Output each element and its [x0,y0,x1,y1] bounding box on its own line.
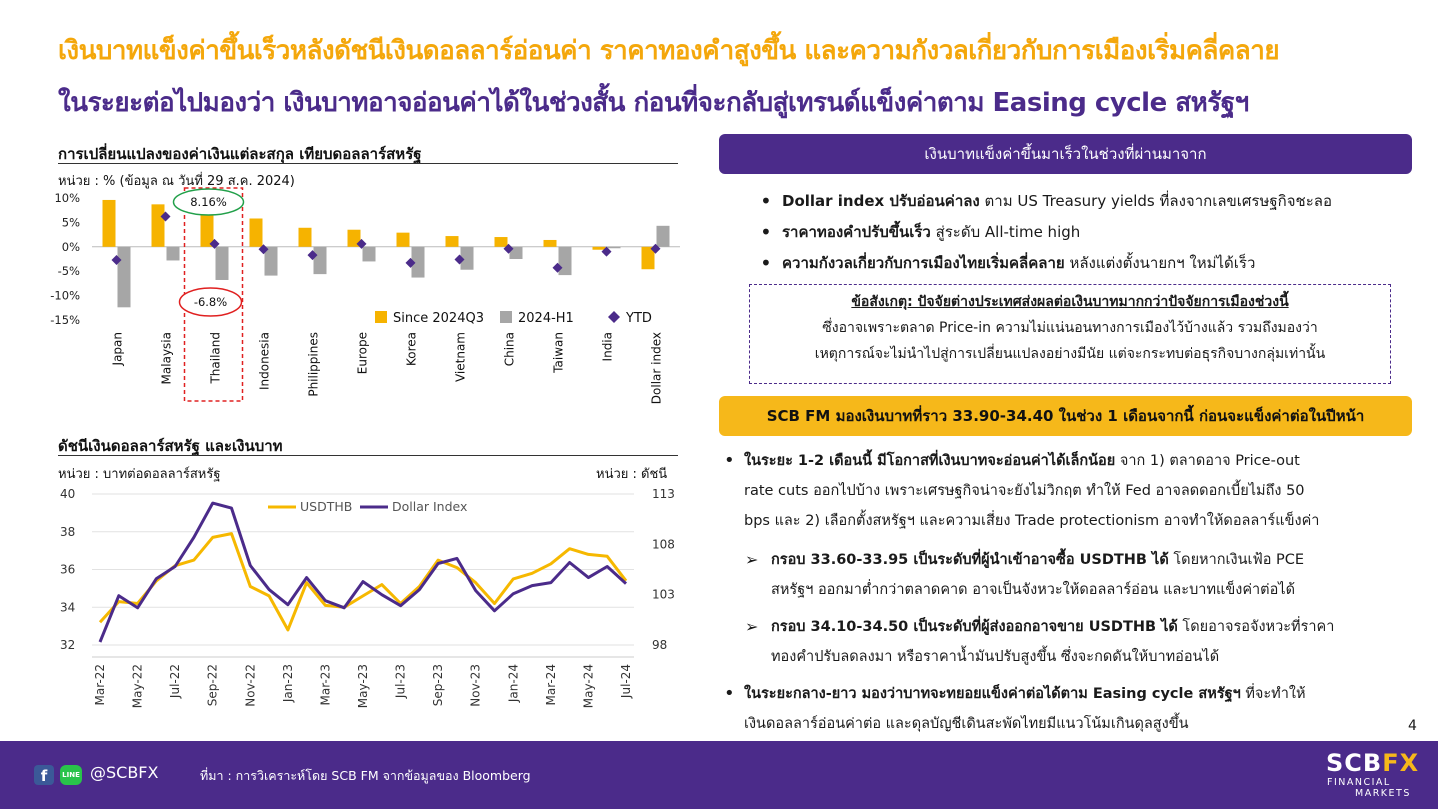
legend-swatch-ytd [608,311,620,323]
line-xtick-label: May-24 [581,664,596,709]
line-ytick-left: 32 [60,638,76,652]
facebook-icon[interactable]: f [34,765,54,785]
forecast-banner: SCB FM มองเงินบาทที่ราว 33.90-34.40 ในช่วง 1 เดือนจากนี้ ก่อนจะแข็งค่าต่อในปีหน้า [719,396,1412,436]
line-xtick-label: Mar-24 [543,664,558,706]
driver-item-gold: • ราคาทองคำปรับขึ้นเร็ว สู่ระดับ All-time high [760,217,1420,248]
dollar-index-line [100,503,626,642]
bar-ytick-label: -15% [50,313,80,327]
bar-ytick-label: 5% [61,215,80,230]
line-xtick-label: Mar-22 [93,664,107,706]
bar-chart-title: การเปลี่ยนแปลงของค่าเงินแต่ละสกุล เทียบดอลลาร์สหรัฐ [58,145,422,163]
line-xtick-label: Jul-23 [393,664,408,699]
line-xtick-label: Sep-23 [431,664,446,707]
bar-since-2024q3 [446,236,459,247]
bar-2024-h1 [363,247,376,262]
line-xtick-label: Jan-23 [280,664,295,703]
bar-ytick-label: -5% [57,264,80,279]
scbfx-logo: SCBFX [1326,749,1420,777]
bar-since-2024q3 [152,204,165,246]
driver-item-dollar: • Dollar index ปรับอ่อนค่าลง ตาม US Treasury yields ที่ลงจากเลขเศรษฐกิจชะลอ [760,186,1420,217]
bar-ytick-label: 10% [54,191,80,205]
bar-ytick-label: 0% [61,239,80,254]
bar-category-label: Taiwan [551,332,566,373]
bar-since-2024q3 [250,218,263,246]
bar-2024-h1 [167,247,180,261]
bar-category-label: Philippines [306,332,321,397]
line-chart-left-unit: หน่วย : บาทต่อดอลลาร์สหรัฐ [58,467,221,482]
line-legend-label: USDTHB [300,499,353,514]
line-xtick-label: Jul-24 [619,664,633,699]
line-ytick-left: 40 [60,487,76,501]
long-term-outlook: • ในระยะกลาง-ยาว มองว่าบาทจะทยอยแข็งค่าต่อได้ตาม Easing cycle สหรัฐฯ ที่จะทำให้ เงินดอลลาร์อ่อนค่าต่อ และดุลบัญชีเดินสะพัดไทยมีแนวโน้มเกินดุลสูงขึ้น [724,683,1306,732]
bar-since-2024q3 [397,233,410,247]
bar-since-2024q3 [593,247,606,250]
bar-chart [30,180,690,410]
legend-swatch [500,311,512,323]
line-xtick-label: Sep-22 [205,664,220,707]
line-ytick-right: 108 [652,537,675,552]
drivers-list [760,186,1420,279]
bar-category-label: China [502,332,517,367]
bar-category-label: Indonesia [257,332,272,391]
bar-since-2024q3 [103,200,116,247]
line-ytick-left: 36 [60,562,76,577]
line-xtick-label: Nov-22 [243,664,258,707]
line-xtick-label: Jan-24 [506,664,521,703]
bar-chart-title-rule [58,163,678,164]
line-chart-title: ดัชนีเงินดอลลาร์สหรัฐ และเงินบาท [58,437,283,455]
importer-buy-range: ➢ กรอบ 33.60-33.95 เป็นระดับที่ผู้นำเข้าอาจซื้อ USDTHB ได้ โดยหากเงินเฟ้อ PCE สหรัฐฯ ออกมาต่ำกว่าตลาดคาด อาจเป็นจังหวะให้ดอลลาร์อ่อน และบาทแข็งค่าต่อได้ [745,545,1415,605]
bar-2024-h1 [657,226,670,247]
bar-2024-h1 [559,247,572,275]
arrow-right-icon: ➢ [745,550,759,569]
bar-2024-h1 [216,247,229,280]
bar-category-label: Vietnam [453,332,468,383]
bar-category-label: Dollar index [649,332,664,405]
line-xtick-label: May-23 [356,664,370,709]
line-xtick-label: Nov-23 [468,664,483,707]
line-ytick-left: 38 [60,524,76,539]
line-xtick-label: Mar-23 [318,664,333,706]
bar-category-label: Japan [110,332,125,366]
bar-since-2024q3 [299,228,312,247]
footer [0,741,1438,809]
bar-category-label: Malaysia [159,332,174,385]
line-legend-label: Dollar Index [392,499,468,514]
legend-label: 2024-H1 [518,311,574,326]
driver-item-politics: • ความกังวลเกี่ยวกับการเมืองไทยเริ่มคลี่คลาย หลังแต่งตั้งนายกฯ ใหม่ได้เร็ว [760,248,1420,279]
page-number: 4 [1408,718,1417,734]
logo-subtext-markets: MARKETS [1355,788,1411,799]
social-handle[interactable]: @SCBFX [90,763,159,782]
annotation-low-label: -6.8% [193,295,228,309]
line-ytick-left: 34 [60,600,76,615]
line-chart-title-rule [58,455,678,456]
line-xtick-label: May-22 [130,664,145,709]
legend-label: YTD [626,311,652,326]
bar-category-label: India [600,332,615,362]
short-term-outlook: • ในระยะ 1-2 เดือนนี้ มีโอกาสที่เงินบาทจะอ่อนค่าได้เล็กน้อย จาก 1) ตลาดอาจ Price-out rate cuts ออกไปบ้าง เพราะเศรษฐกิจน่าจะยังไม่วิกฤต ทำให้ Fed อาจลดดอกเบี้ยไม่ถึง 50 bps และ 2) เลือกตั้งสหรัฐฯ และความเสี่ยง Trade protectionism อาจทำให้ดอลลาร์แข็งค่า [724,450,1320,529]
line-app-icon[interactable]: LINE [60,765,82,785]
arrow-right-icon: ➢ [745,617,759,636]
observation-note: ข้อสังเกตุ: ปัจจัยต่างประเทศส่งผลต่อเงินบาทมากกว่าปัจจัยการเมืองช่วงนี้ ซึ่งอาจเพราะตลาด Price-in ความไม่แน่นอนทางการเมืองไว้บ้างแล้ว รวมถึงมองว่า เหตุการณ์จะไม่นำไปสู่การเปลี่ยนแปลงอย่างมีนัย แต่จะกระทบต่อธุรกิจบางกลุ่มเท่านั้น [749,284,1391,384]
logo-subtext-financial: FINANCIAL [1327,777,1391,788]
page-subtitle: ในระยะต่อไปมองว่า เงินบาทอาจอ่อนค่าได้ในช่วงสั้น ก่อนที่จะกลับสู่เทรนด์แข็งค่าตาม Easing cycle สหรัฐฯ [58,88,1249,118]
bar-2024-h1 [118,247,131,308]
legend-swatch [375,311,387,323]
drivers-banner: เงินบาทแข็งค่าขึ้นมาเร็วในช่วงที่ผ่านมาจาก [719,134,1412,174]
page-title: เงินบาทแข็งค่าขึ้นเร็วหลังดัชนีเงินดอลลาร์อ่อนค่า ราคาทองคำสูงขึ้น และความกังวลเกี่ยวกับการเมืองเริ่มคลี่คลาย [58,36,1280,66]
legend-label: Since 2024Q3 [393,311,484,326]
exporter-sell-range: ➢ กรอบ 34.10-34.50 เป็นระดับที่ผู้ส่งออกอาจขาย USDTHB ได้ โดยอาจรอจังหวะที่ราคา ทองคำปรับลดลงมา หรือราคาน้ำมันปรับสูงขึ้น ซึ่งจะกดดันให้บาทอ่อนได้ [745,612,1415,672]
bar-ytick-label: -10% [50,288,80,303]
bar-chart-unit: หน่วย : % (ข้อมูล ณ วันที่ 29 ส.ค. 2024) [58,174,295,189]
bar-category-label: Europe [355,332,370,375]
bar-category-label: Thailand [208,332,223,384]
line-ytick-right: 98 [652,638,668,652]
line-ytick-right: 113 [652,487,675,501]
bar-2024-h1 [314,247,327,274]
bar-since-2024q3 [544,240,557,247]
annotation-high-label: 8.16% [190,195,227,209]
bar-since-2024q3 [495,237,508,247]
line-ytick-right: 103 [652,587,675,602]
source-note: ที่มา : การวิเคราะห์โดย SCB FM จากข้อมูลของ Bloomberg [200,768,531,783]
line-chart [30,480,690,730]
bar-category-label: Korea [404,332,419,367]
line-chart-right-unit: หน่วย : ดัชนี [596,467,668,482]
bar-2024-h1 [608,247,621,248]
line-xtick-label: Jul-22 [168,664,183,699]
